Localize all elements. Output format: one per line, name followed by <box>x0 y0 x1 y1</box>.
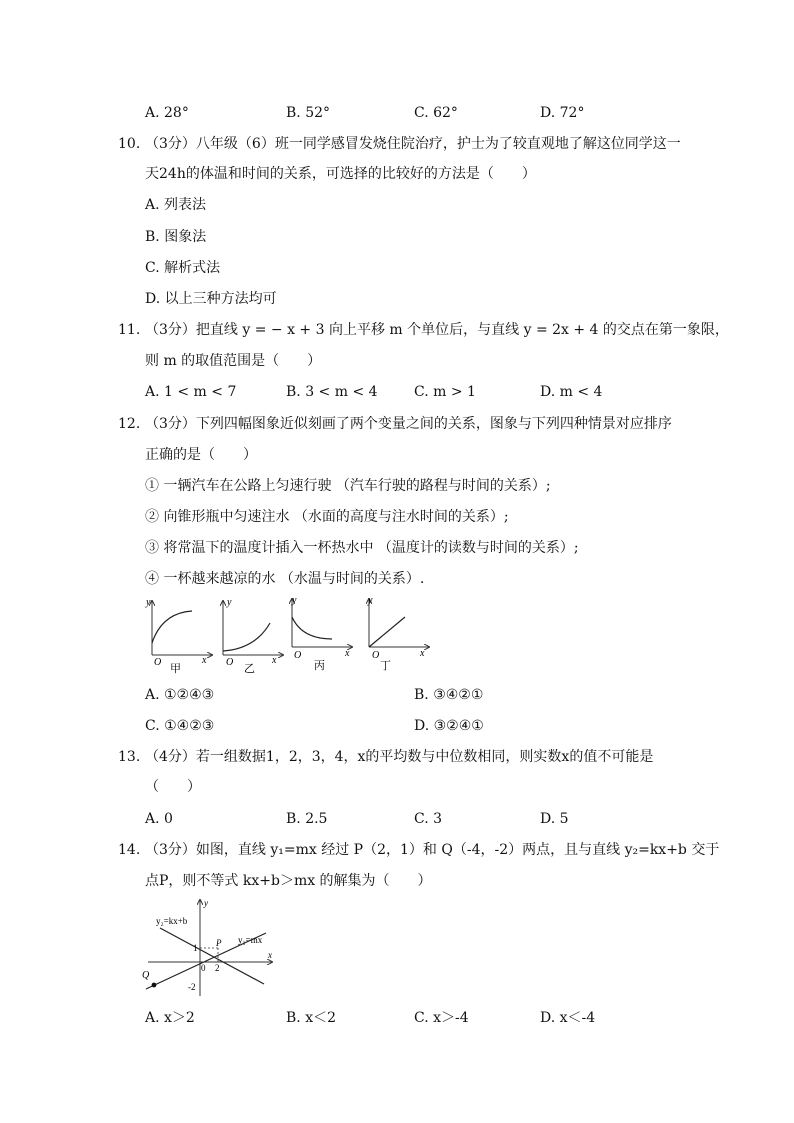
q12-option-c[interactable]: C. ①④②③ <box>145 718 215 734</box>
q12-item-1: ① 一辆汽车在公路上匀速行驶 （汽车行驶的路程与时间的关系）; <box>145 478 551 494</box>
q10-option-c[interactable]: C. 解析式法 <box>145 260 221 276</box>
q10-stem-line1: （3分）八年级（6）班一同学感冒发烧住院治疗，护士为了较直观地了解这位同学这一 <box>145 136 681 152</box>
q13-option-b[interactable]: B. 2.5 <box>286 811 328 827</box>
graph-label-jia: 甲 <box>170 663 181 675</box>
label-y-axis: y <box>204 898 208 908</box>
q11-option-b[interactable]: B. 3 < m < 4 <box>286 384 378 400</box>
q14-number: 14. <box>118 842 141 858</box>
q9-option-b[interactable]: B. 52° <box>286 105 331 121</box>
q12-option-a[interactable]: A. ①②④③ <box>145 687 215 703</box>
line-ding <box>369 617 405 647</box>
q13-option-c[interactable]: C. 3 <box>414 811 443 827</box>
label-p: P <box>216 938 222 948</box>
point-q <box>152 983 157 988</box>
label-q: Q <box>142 970 150 981</box>
origin-label: O <box>372 650 380 661</box>
q11-stem-line1: （3分）把直线 y = − x + 3 向上平移 m 个单位后，与直线 y = 2x + 4 的交点在第一象限， <box>145 322 729 338</box>
axis-y-label: y <box>146 597 151 608</box>
graph-label-ding: 丁 <box>380 660 391 672</box>
axis-y-label: y <box>368 595 373 606</box>
q12-number: 12. <box>118 416 141 432</box>
label-y1: y₁=mx <box>238 935 263 945</box>
graph-label-yi: 乙 <box>244 663 255 675</box>
q14-figure <box>140 896 280 1000</box>
tick-1: 1 <box>193 943 198 953</box>
q13-option-d[interactable]: D. 5 <box>540 811 569 827</box>
axis-y-label: y <box>292 595 297 606</box>
q12-option-b[interactable]: B. ③④②① <box>414 687 484 703</box>
q14-stem-line1: （3分）如图，直线 y₁=mx 经过 P（2，1）和 Q（-4，-2）两点，且与直线 y₂=kx+b 交于 <box>145 842 720 858</box>
q12-item-3: ③ 将常温下的温度计插入一杯热水中 （温度计的读数与时间的关系）; <box>145 540 579 556</box>
q11-option-d[interactable]: D. m < 4 <box>540 384 603 400</box>
label-origin: 0 <box>201 963 206 973</box>
origin-label: O <box>226 657 234 668</box>
tick-neg2: -2 <box>188 982 196 992</box>
q13-stem-line1: （4分）若一组数据1，2，3，4，x的平均数与中位数相同，则实数x的值不可能是 <box>145 749 654 765</box>
q12-item-4: ④ 一杯越来越凉的水 （水温与时间的关系）. <box>145 571 425 587</box>
label-y2: y₂=kx+b <box>156 916 188 926</box>
q10-stem-line2: 天24h的体温和时间的关系，可选择的比较好的方法是（ ） <box>145 166 536 182</box>
q13-stem-line2: （ ） <box>145 779 201 795</box>
q14-option-a[interactable]: A. x＞2 <box>145 1010 195 1026</box>
curve-bing <box>292 617 332 639</box>
q12-graphs-figure <box>140 595 440 677</box>
q11-option-c[interactable]: C. m > 1 <box>414 384 476 400</box>
q12-stem-line2: 正确的是（ ） <box>145 447 257 463</box>
axis-x-label: x <box>202 655 207 666</box>
origin-label: O <box>294 650 302 661</box>
q9-option-d[interactable]: D. 72° <box>540 105 585 121</box>
graph-bing <box>291 595 352 672</box>
q14-option-b[interactable]: B. x＜2 <box>286 1010 336 1026</box>
axis-x-label: x <box>345 648 350 659</box>
q12-item-2: ② 向锥形瓶中匀速注水 （水面的高度与注水时间的关系）; <box>145 509 509 525</box>
q12-option-d[interactable]: D. ③②④① <box>414 718 484 734</box>
q11-option-a[interactable]: A. 1 < m < 7 <box>145 384 237 400</box>
axis-y-label: y <box>227 597 232 608</box>
graph-label-bing: 丙 <box>314 660 325 672</box>
q10-option-d[interactable]: D. 以上三种方法均可 <box>145 291 277 307</box>
q10-number: 10. <box>118 136 141 152</box>
q12-stem-line1: （3分）下列四幅图象近似刻画了两个变量之间的关系，图象与下列四种情景对应排序 <box>145 416 672 432</box>
q14-option-c[interactable]: C. x＞-4 <box>414 1010 469 1026</box>
q14-option-d[interactable]: D. x＜-4 <box>540 1010 596 1026</box>
label-x-axis: x <box>268 950 272 960</box>
curve-jia <box>152 611 192 643</box>
q9-option-c[interactable]: C. 62° <box>414 105 458 121</box>
graph-jia <box>145 597 212 675</box>
tick-2: 2 <box>215 963 220 973</box>
q11-number: 11. <box>118 322 141 338</box>
q13-option-a[interactable]: A. 0 <box>145 811 173 827</box>
axis-x-label: x <box>272 655 277 666</box>
q14-stem-line2: 点P，则不等式 kx+b＞mx 的解集为（ ） <box>145 873 432 889</box>
q11-stem-line2: 则 m 的取值范围是（ ） <box>145 353 322 369</box>
q10-option-b[interactable]: B. 图象法 <box>145 229 207 245</box>
q13-number: 13. <box>118 749 141 765</box>
origin-label: O <box>154 657 162 668</box>
curve-yi <box>223 623 270 651</box>
q10-option-a[interactable]: A. 列表法 <box>145 197 207 213</box>
axis-x-label: x <box>420 648 425 659</box>
q9-option-a[interactable]: A. 28° <box>145 105 189 121</box>
graph-yi <box>223 597 283 675</box>
graph-ding <box>367 595 429 672</box>
